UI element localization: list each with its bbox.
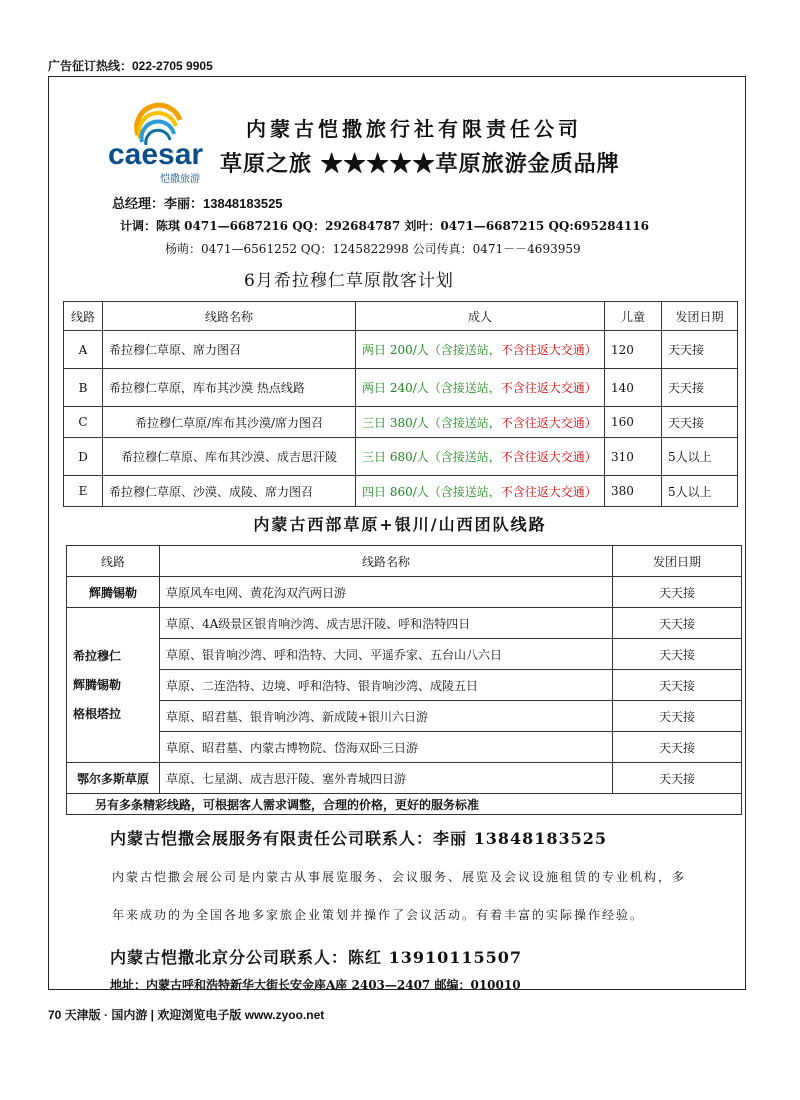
logo-subtext: 恺撒旅游 — [160, 174, 200, 185]
table-note-row — [67, 794, 742, 815]
route-name: 草原、七星湖、成吉思汗陵、塞外青城四日游 — [160, 763, 613, 794]
row-date: 天天接 — [662, 331, 738, 369]
exhibition-description-1: 内蒙古恺撒会展公司是内蒙古从事展览服务、会议服务、展览及会议设施租赁的专业机构，多 — [112, 870, 687, 884]
row-code: E — [64, 476, 103, 507]
col-adult: 成人 — [356, 302, 605, 331]
row-child: 160 — [605, 407, 662, 438]
route-name: 草原、昭君墓、银肯响沙湾、新成陵+银川六日游 — [160, 701, 613, 732]
route-group: 希拉穆仁 辉腾锡勒 格根塔拉 — [67, 608, 160, 763]
route-date: 天天接 — [613, 701, 742, 732]
row-name: 希拉穆仁草原/库布其沙漠/席力图召 — [103, 407, 356, 438]
route-name: 草原风车电网、黄花沟双汽两日游 — [160, 577, 613, 608]
row-child: 310 — [605, 438, 662, 476]
row-code: A — [64, 331, 103, 369]
row-price: 四日 860/人（含接送站，不含往返大交通） — [356, 476, 605, 507]
table-row — [67, 577, 742, 608]
table-header-row — [67, 546, 742, 577]
manager-contact: 总经理：李丽：13848183525 — [112, 196, 283, 211]
tagline: 草原之旅 ★★★★★草原旅游金质品牌 — [220, 151, 620, 177]
route-name: 草原、4A级景区银肯响沙湾、成吉思汗陵、呼和浩特四日 — [160, 608, 613, 639]
company-name: 内蒙古恺撒旅行社有限责任公司 — [246, 117, 582, 141]
row-code: C — [64, 407, 103, 438]
group-tour-title: 内蒙古西部草原+银川/山西团队线路 — [253, 515, 547, 534]
table-row — [64, 369, 738, 407]
col-route-name: 线路名称 — [160, 546, 613, 577]
exhibition-contact: 内蒙古恺撒会展服务有限责任公司联系人：李丽 13848183525 — [110, 829, 608, 848]
table-row — [64, 407, 738, 438]
row-price: 三日 380/人（含接送站，不含往返大交通） — [356, 407, 605, 438]
logo-text: caesar — [108, 138, 204, 171]
scattered-tour-table — [63, 301, 738, 507]
col-date: 发团日期 — [613, 546, 742, 577]
route-name: 草原、银肯响沙湾、呼和浩特、大同、平遥乔家、五台山八六日 — [160, 639, 613, 670]
route-date: 天天接 — [613, 608, 742, 639]
table-row — [67, 670, 742, 701]
table-header-row — [64, 302, 738, 331]
table-row — [64, 476, 738, 507]
table-row — [67, 639, 742, 670]
row-name: 希拉穆仁草原、沙漠、成陵、席力图召 — [103, 476, 356, 507]
exhibition-description-2: 年来成功的为全国各地多家旅企业策划并操作了会议活动。有着丰富的实际操作经验。 — [112, 908, 645, 922]
route-name: 草原、二连浩特、边境、呼和浩特、银肯响沙湾、成陵五日 — [160, 670, 613, 701]
col-code: 线路 — [64, 302, 103, 331]
table-row — [67, 732, 742, 763]
row-price: 三日 680/人（含接送站，不含往返大交通） — [356, 438, 605, 476]
row-name: 希拉穆仁草原，库布其沙漠 热点线路 — [103, 369, 356, 407]
col-name: 线路名称 — [103, 302, 356, 331]
table-note: 另有多条精彩线路，可根据客人需求调整，合理的价格，更好的服务标准 — [67, 794, 742, 815]
ad-hotline: 广告征订热线：022-2705 9905 — [48, 59, 213, 73]
table-row — [64, 331, 738, 369]
route-date: 天天接 — [613, 670, 742, 701]
route-date: 天天接 — [613, 763, 742, 794]
table-row — [67, 608, 742, 639]
row-date: 天天接 — [662, 369, 738, 407]
row-price: 两日 200/人（含接送站，不含往返大交通） — [356, 331, 605, 369]
address: 地址：内蒙古呼和浩特新华大街长安金座A座 2403—2407 邮编：010010 — [110, 978, 521, 992]
row-code: B — [64, 369, 103, 407]
route-date: 天天接 — [613, 577, 742, 608]
col-date: 发团日期 — [662, 302, 738, 331]
contact-line-2: 杨萌：0471—6561252 QQ：1245822998 公司传真：0471－－4693959 — [165, 242, 581, 256]
row-date: 5人以上 — [662, 438, 738, 476]
row-date: 5人以上 — [662, 476, 738, 507]
table-row — [67, 701, 742, 732]
group-tour-table — [66, 545, 742, 815]
row-date: 天天接 — [662, 407, 738, 438]
row-code: D — [64, 438, 103, 476]
row-name: 希拉穆仁草原、席力图召 — [103, 331, 356, 369]
beijing-contact: 内蒙古恺撒北京分公司联系人：陈红 13910115507 — [110, 948, 523, 967]
row-child: 120 — [605, 331, 662, 369]
plan-title: 6月希拉穆仁草原散客计划 — [244, 271, 454, 291]
route-date: 天天接 — [613, 639, 742, 670]
table-row — [67, 763, 742, 794]
route-group: 鄂尔多斯草原 — [67, 763, 160, 794]
route-date: 天天接 — [613, 732, 742, 763]
col-route: 线路 — [67, 546, 160, 577]
page-footer: 70 天津版 · 国内游 | 欢迎浏览电子版 www.zyoo.net — [48, 1008, 325, 1022]
route-group: 辉腾锡勒 — [67, 577, 160, 608]
contact-line-1: 计调：陈琪 0471—6687216 QQ：292684787 刘叶：0471—6687215 QQ:695284116 — [120, 219, 649, 233]
caesar-logo — [108, 90, 208, 185]
col-child: 儿童 — [605, 302, 662, 331]
route-name: 草原、昭君墓、内蒙古博物院、岱海双卧三日游 — [160, 732, 613, 763]
row-child: 380 — [605, 476, 662, 507]
row-name: 希拉穆仁草原、库布其沙漠、成吉思汗陵 — [103, 438, 356, 476]
table-row — [64, 438, 738, 476]
row-child: 140 — [605, 369, 662, 407]
row-price: 两日 240/人（含接送站，不含往返大交通） — [356, 369, 605, 407]
